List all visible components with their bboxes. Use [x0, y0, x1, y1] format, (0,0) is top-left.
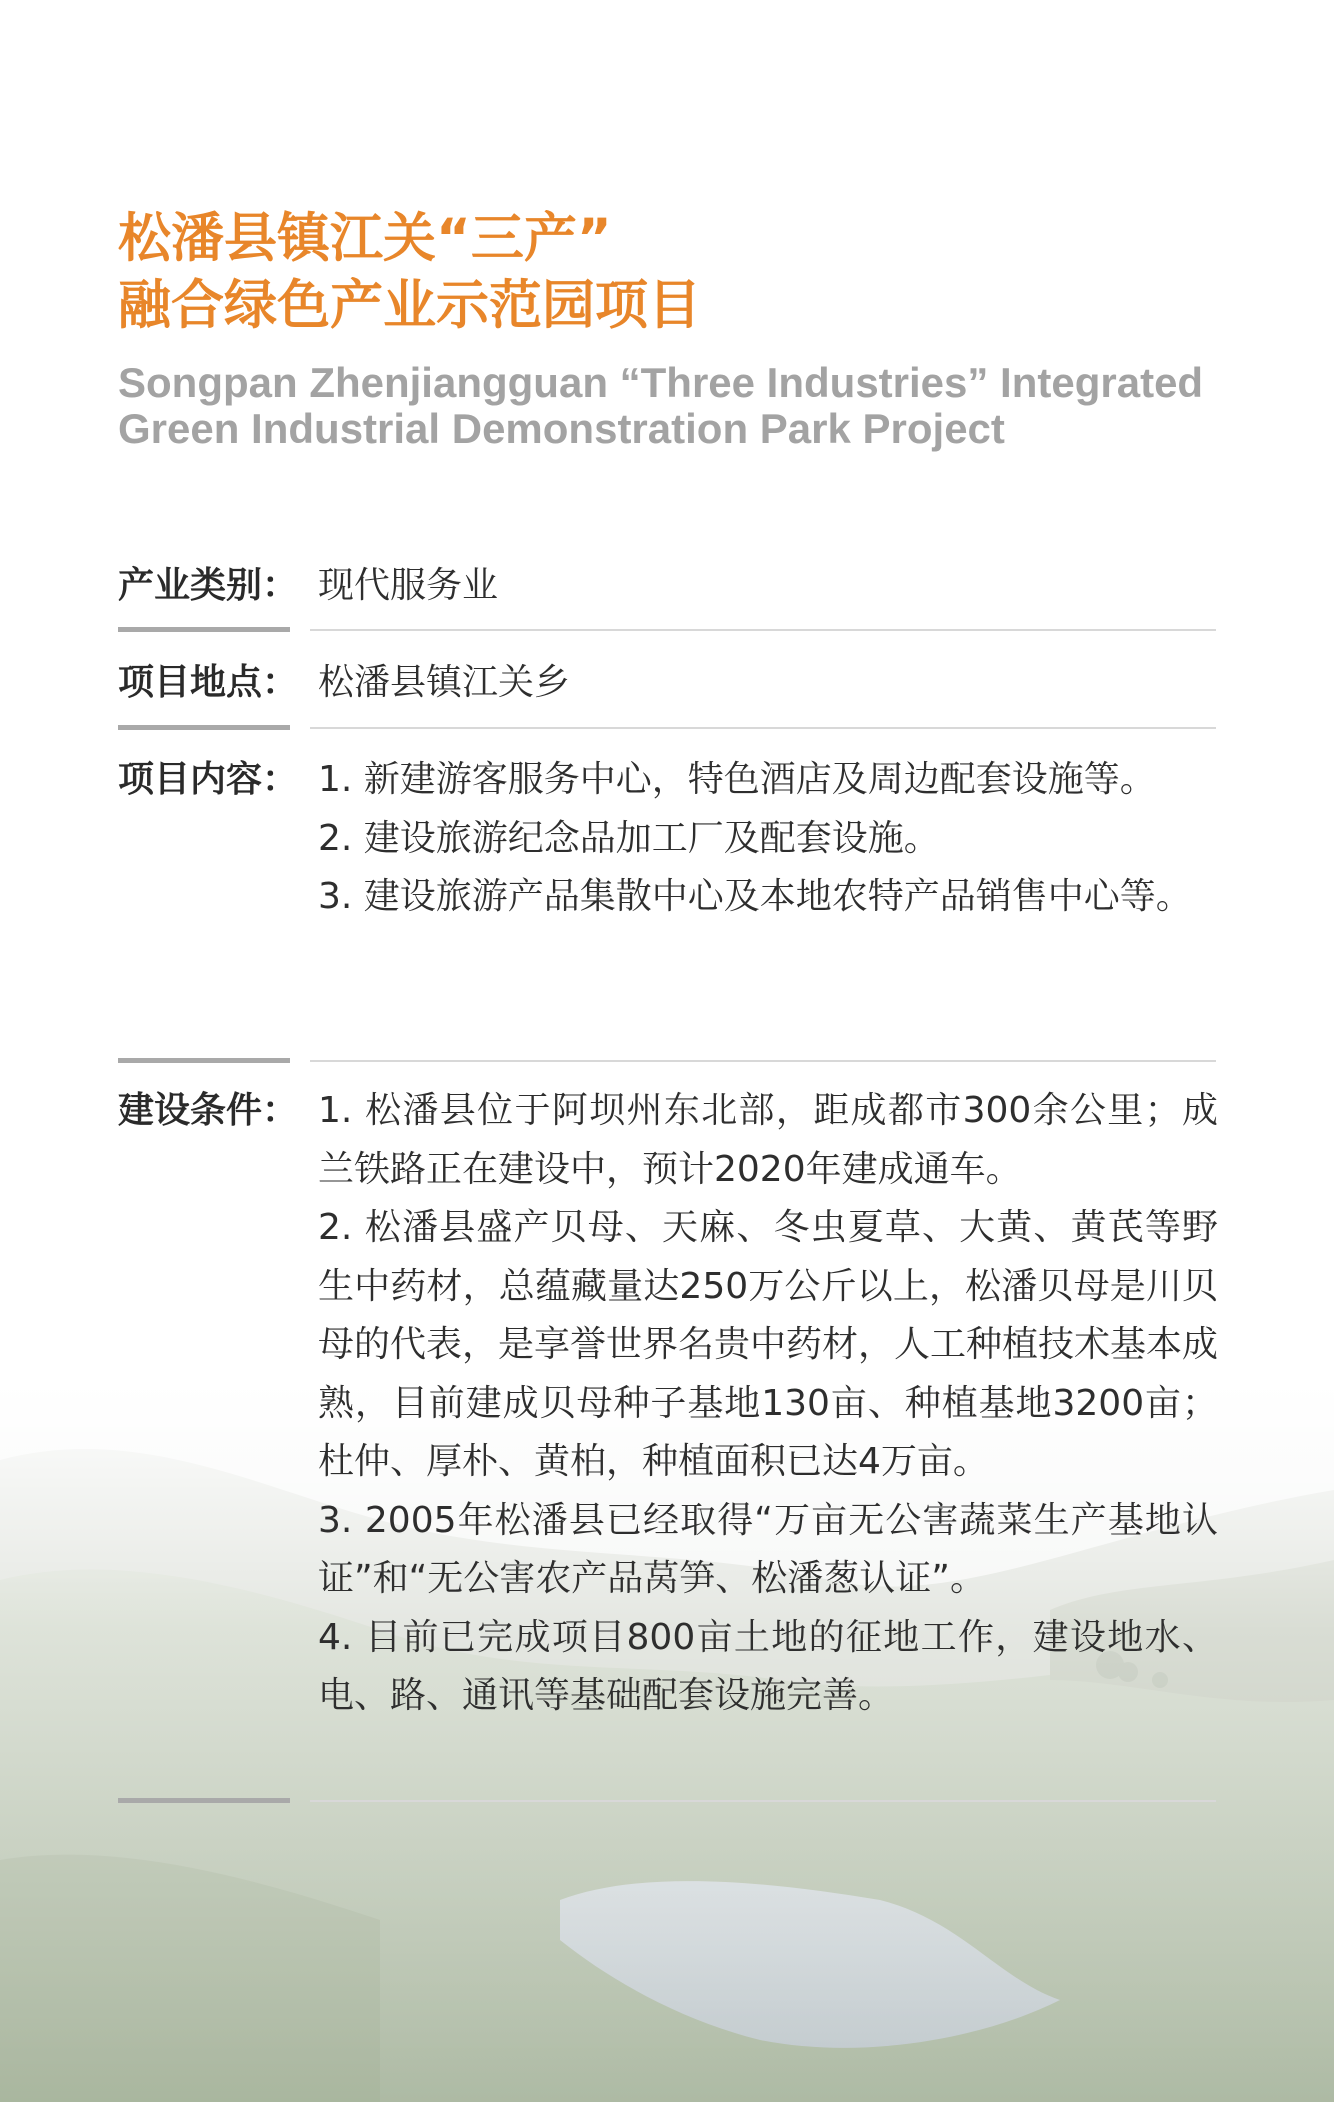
- title-en-line-2: Green Industrial Demonstration Park Project: [118, 405, 1005, 452]
- divider-line: [310, 1060, 1216, 1062]
- divider-line: [310, 629, 1216, 631]
- condition-item: 1. 松潘县位于阿坝州东北部，距成都市300余公里；成兰铁路正在建设中，预计2020年建成通车。: [318, 1090, 1218, 1190]
- industry-category-value: [318, 557, 1218, 616]
- project-location-label: 项目地点：: [118, 662, 299, 703]
- divider-accent: [118, 627, 290, 632]
- construction-conditions-list: [318, 1082, 1218, 1726]
- project-content-list: [318, 751, 1218, 927]
- title-en-line-1: Songpan Zhenjiangguan “Three Industries” Integrated: [118, 359, 1204, 406]
- divider-line: [310, 727, 1216, 729]
- construction-conditions-label: 建设条件：: [118, 1090, 299, 1131]
- title-cn-line-2: 融合绿色产业示范园项目: [118, 275, 701, 336]
- divider-line: [310, 1800, 1216, 1802]
- industry-category-label: 产业类别：: [118, 565, 299, 606]
- project-title-chinese: [118, 205, 1218, 339]
- content-item: 3. 建设旅游产品集散中心及本地农特产品销售中心等。: [318, 876, 1192, 917]
- project-content-label: 项目内容：: [118, 759, 299, 800]
- divider-accent: [118, 1058, 290, 1063]
- project-location-text: 松潘县镇江关乡: [318, 662, 571, 703]
- project-location-value: [318, 654, 1218, 713]
- project-title-english: [118, 360, 1318, 452]
- divider-accent: [118, 1798, 290, 1803]
- title-cn-line-1: 松潘县镇江关“三产”: [118, 208, 612, 269]
- divider-accent: [118, 725, 290, 730]
- condition-item: 2. 松潘县盛产贝母、天麻、冬虫夏草、大黄、黄芪等野生中药材，总蕴藏量达250万公斤以上，松潘贝母是川贝母的代表，是享誉世界名贵中药材，人工种植技术基本成熟，目前建成贝母种子基地130亩、种植基地3200亩；杜仲、厚朴、黄柏，种植面积已达4万亩。: [318, 1207, 1219, 1482]
- industry-category-text: 现代服务业: [318, 565, 499, 606]
- condition-item: 3. 2005年松潘县已经取得“万亩无公害蔬菜生产基地认证”和“无公害农产品莴笋、松潘葱认证”。: [318, 1499, 1218, 1599]
- condition-item: 4. 目前已完成项目800亩土地的征地工作，建设地水、电、路、通讯等基础配套设施完善。: [318, 1616, 1218, 1716]
- content-item: 2. 建设旅游纪念品加工厂及配套设施。: [318, 817, 940, 859]
- content-item: 1. 新建游客服务中心，特色酒店及周边配套设施等。: [318, 759, 1156, 800]
